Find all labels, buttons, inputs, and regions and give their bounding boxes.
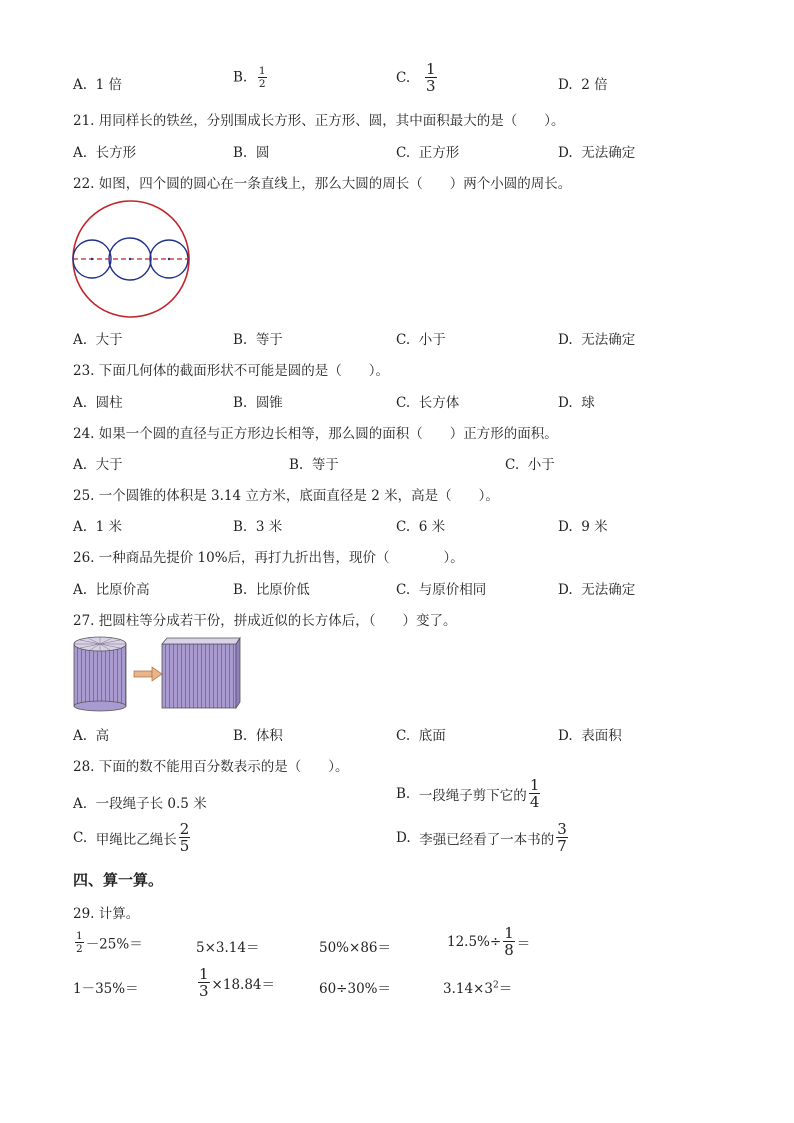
q28-option-d[interactable]: D. 李强已经看了一本书的 $\frac{3}{7}$ — [396, 820, 567, 855]
q22-stem: 22. 如图，四个圆的圆心在一条直线上，那么大圆的周长（ ）两个小圆的周长。 — [73, 176, 572, 192]
fraction: $\frac{1}{3}$ — [199, 965, 209, 1000]
section-title: 四、算一算。 — [73, 871, 164, 889]
q24-option-a[interactable]: A. 大于 — [73, 457, 123, 473]
q20-option-b[interactable]: B. $\frac{1}{2}$ — [233, 65, 266, 90]
q23-option-d[interactable]: D. 球 — [558, 395, 595, 411]
q26-stem: 26. 一种商品先提价 10%后，再打九折出售，现价（ ）。 — [73, 550, 464, 566]
q21-option-a[interactable]: A. 长方形 — [73, 145, 137, 161]
q27-option-b[interactable]: B. 体积 — [233, 728, 283, 744]
cylinder-icon — [74, 637, 126, 711]
cylinder-to-cuboid-figure — [70, 634, 242, 712]
q23-option-c[interactable]: C. 长方体 — [396, 395, 460, 411]
q26-option-c[interactable]: C. 与原价相同 — [396, 582, 487, 598]
calc-expression: $\frac{1}{3}$ ×18.84＝ — [199, 965, 276, 1000]
q27-stem: 27. 把圆柱等分成若干份，拼成近似的长方体后，（ ）变了。 — [73, 613, 457, 629]
q23-option-b[interactable]: B. 圆锥 — [233, 395, 283, 411]
q28-option-c[interactable]: C. 甲绳比乙绳长 $\frac{2}{5}$ — [73, 820, 190, 855]
cuboid-icon — [162, 638, 240, 708]
q23-option-a[interactable]: A. 圆柱 — [73, 395, 123, 411]
calc-expression: $\frac{1}{2}$ －25%＝ — [76, 930, 143, 955]
q27-option-c[interactable]: C. 底面 — [396, 728, 446, 744]
q26-option-b[interactable]: B. 比原价低 — [233, 582, 310, 598]
q24-option-b[interactable]: B. 等于 — [289, 457, 339, 473]
q28-stem: 28. 下面的数不能用百分数表示的是（ ）。 — [73, 759, 349, 775]
q29-stem: 29. 计算。 — [73, 906, 140, 922]
calc-expression: $3.14\times 3^2=$ — [443, 980, 513, 997]
q22-option-b[interactable]: B. 等于 — [233, 332, 283, 348]
arrow-right-icon — [134, 667, 162, 681]
fraction: $\frac{1}{2}$ — [76, 930, 83, 955]
q26-option-a[interactable]: A. 比原价高 — [73, 582, 150, 598]
q27-option-d[interactable]: D. 表面积 — [558, 728, 622, 744]
q24-stem: 24. 如果一个圆的直径与正方形边长相等，那么圆的面积（ ）正方形的面积。 — [73, 426, 558, 442]
fraction: $\frac{2}{5}$ — [179, 820, 190, 855]
calc-expression: 50%×86＝ — [319, 940, 391, 956]
q25-option-d[interactable]: D. 9 米 — [558, 519, 608, 535]
fraction: $\frac{1}{4}$ — [529, 776, 540, 811]
q28-option-a[interactable]: A. 一段绳子长 0.5 米 — [73, 796, 207, 812]
q21-option-c[interactable]: C. 正方形 — [396, 145, 460, 161]
q26-option-d[interactable]: D. 无法确定 — [558, 582, 636, 598]
calc-expression: 5×3.14＝ — [196, 940, 260, 956]
q25-stem: 25. 一个圆锥的体积是 3.14 立方米，底面直径是 2 米，高是（ ）。 — [73, 488, 499, 504]
q21-option-d[interactable]: D. 无法确定 — [558, 145, 636, 161]
q25-option-b[interactable]: B. 3 米 — [233, 519, 283, 535]
q23-stem: 23. 下面几何体的截面形状不可能是圆的是（ ）。 — [73, 363, 390, 379]
calc-expression: 12.5%÷ $\frac{1}{8}$ ＝ — [447, 924, 531, 959]
q21-stem: 21. 用同样长的铁丝，分别围成长方形、正方形、圆，其中面积最大的是（ ）。 — [73, 113, 565, 129]
q20-option-d[interactable]: D. 2 倍 — [558, 77, 608, 93]
q21-option-b[interactable]: B. 圆 — [233, 145, 270, 161]
q25-option-a[interactable]: A. 1 米 — [73, 519, 123, 535]
q25-option-c[interactable]: C. 6 米 — [396, 519, 446, 535]
q20-option-a[interactable]: A. 1 倍 — [73, 77, 123, 93]
calc-expression: 1－35%＝ — [73, 981, 139, 997]
four-circles-figure — [68, 197, 194, 321]
q28-option-b[interactable]: B. 一段绳子剪下它的 $\frac{1}{4}$ — [396, 776, 540, 811]
fraction: $\frac{3}{7}$ — [557, 820, 567, 855]
calc-expression: 60÷30%＝ — [319, 981, 391, 997]
fraction: $\frac{1}{2}$ — [258, 65, 266, 90]
q22-option-a[interactable]: A. 大于 — [73, 332, 123, 348]
q22-option-d[interactable]: D. 无法确定 — [558, 332, 636, 348]
q24-option-c[interactable]: C. 小于 — [505, 457, 555, 473]
q22-option-c[interactable]: C. 小于 — [396, 332, 446, 348]
q27-option-a[interactable]: A. 高 — [73, 728, 110, 744]
fraction: $\frac{1}{3}$ — [426, 60, 436, 95]
fraction: $\frac{1}{8}$ — [504, 924, 514, 959]
q20-option-c[interactable]: C. $\frac{1}{3}$ — [396, 60, 436, 95]
